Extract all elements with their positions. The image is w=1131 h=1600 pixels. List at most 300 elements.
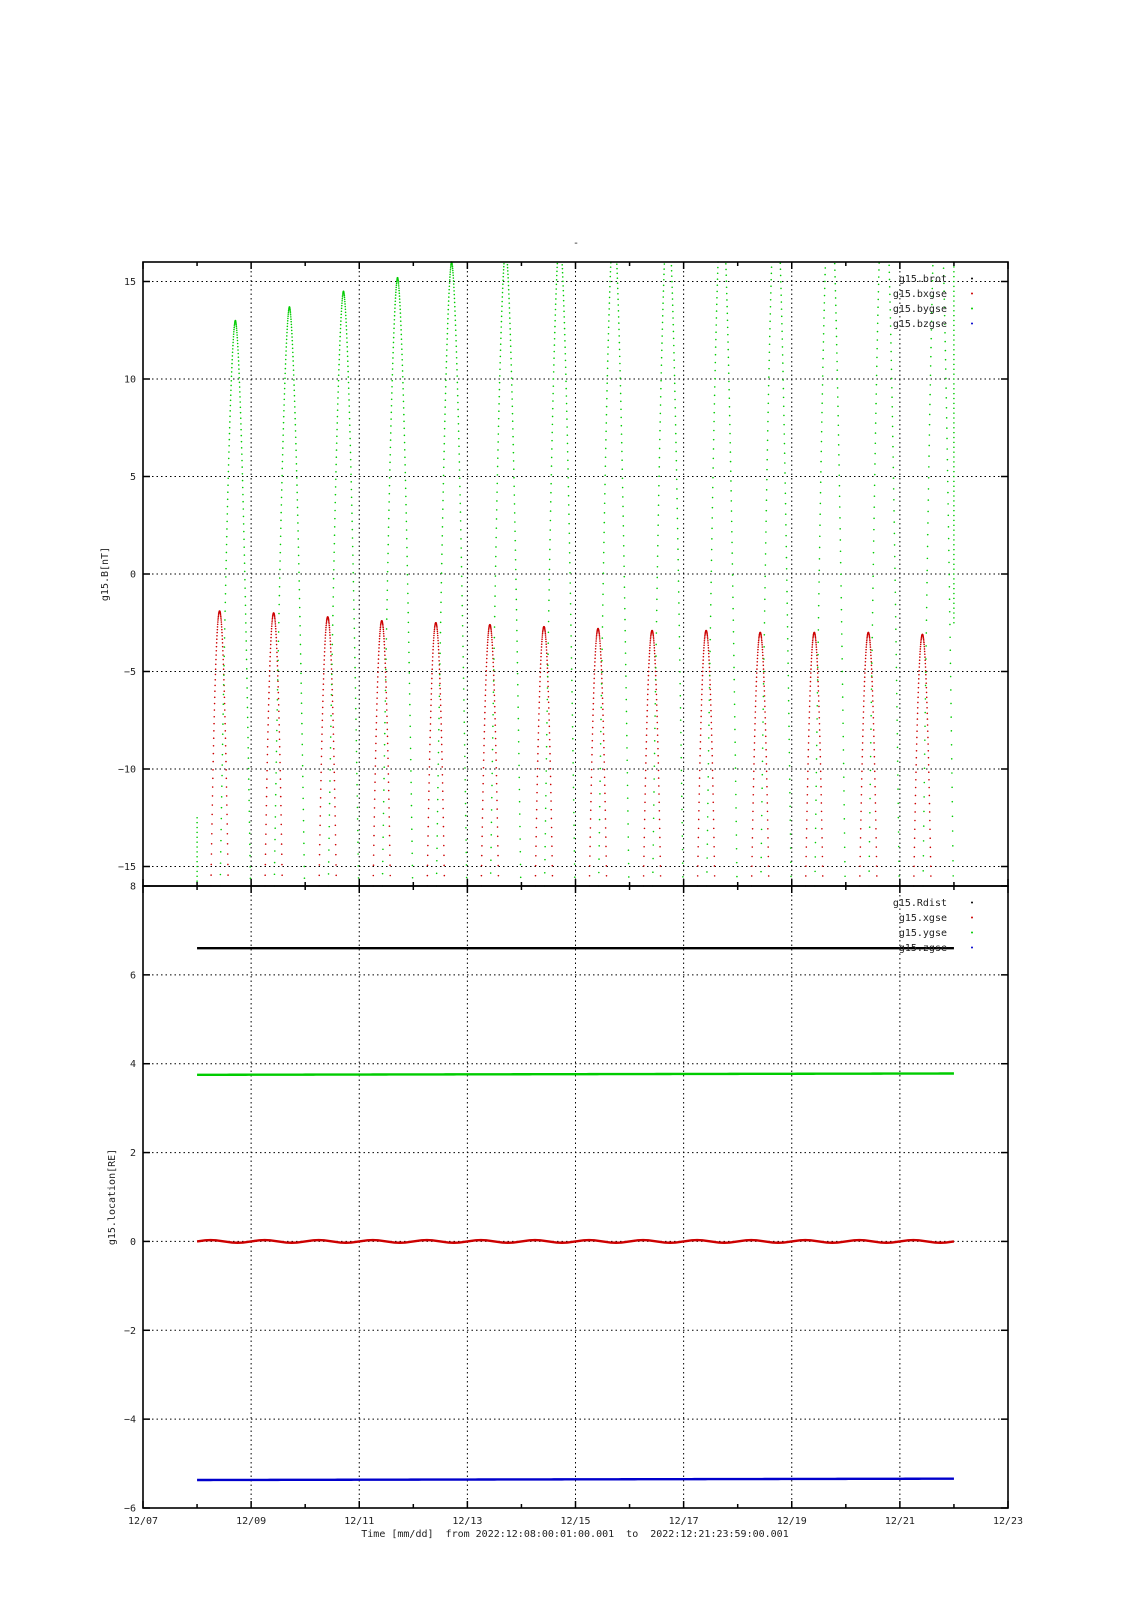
bxgse-point <box>822 875 824 877</box>
bygse-point <box>344 295 346 297</box>
bxgse-point <box>333 772 335 774</box>
bxgse-point <box>538 719 540 721</box>
bxgse-point <box>761 646 763 648</box>
bxgse-point <box>865 652 867 654</box>
bygse-point <box>875 403 877 405</box>
bygse-point <box>294 395 296 397</box>
bygse-point <box>628 863 630 865</box>
bxgse-point <box>713 855 715 857</box>
bygse-point <box>512 420 514 422</box>
bxgse-point <box>928 787 930 789</box>
bxgse-point <box>872 690 874 692</box>
bxgse-point <box>280 814 282 816</box>
bygse-point <box>782 346 784 348</box>
bygse-point <box>453 294 455 296</box>
bygse-point <box>464 767 466 769</box>
bxgse-point <box>767 837 769 839</box>
bygse-point <box>403 401 405 403</box>
bygse-point <box>659 457 661 459</box>
bygse-point <box>681 783 683 785</box>
bygse-point <box>515 569 517 571</box>
bygse-point <box>227 491 229 493</box>
bxgse-point <box>385 681 387 683</box>
bxgse-point <box>766 778 768 780</box>
bygse-point <box>293 379 295 381</box>
bxgse-point <box>222 650 224 652</box>
bygse-point <box>293 390 295 392</box>
bygse-point <box>927 546 929 548</box>
bygse-point <box>953 437 955 439</box>
bxgse-point <box>495 731 497 733</box>
bygse-point <box>707 803 709 805</box>
bygse-point <box>869 784 871 786</box>
bygse-point <box>770 279 772 281</box>
location-legend-label: g15.Rdist <box>892 898 947 909</box>
bxgse-point <box>379 633 381 635</box>
bxgse-point <box>496 800 498 802</box>
bxgse-point <box>429 737 431 739</box>
bygse-point <box>836 352 838 354</box>
bxgse-point <box>810 665 812 667</box>
bygse-point <box>734 703 736 705</box>
bygse-point <box>895 628 897 630</box>
bxgse-point <box>753 763 755 765</box>
bxgse-point <box>275 625 277 627</box>
bygse-point <box>456 363 458 365</box>
magnetic-field-panel <box>100 261 1008 887</box>
bygse-point <box>818 593 820 595</box>
bygse-point <box>841 646 843 648</box>
bygse-point <box>953 559 955 561</box>
bxgse-point <box>538 707 540 709</box>
bygse-point <box>657 545 659 547</box>
bxgse-point <box>752 837 754 839</box>
bxgse-point <box>322 700 324 702</box>
bygse-point <box>894 579 896 581</box>
bxgse-point <box>270 648 272 650</box>
bygse-point <box>671 265 673 267</box>
bygse-point <box>404 456 406 458</box>
bxgse-point <box>323 664 325 666</box>
bygse-point <box>717 267 719 269</box>
bygse-point <box>709 687 711 689</box>
bxgse-point <box>329 632 331 634</box>
magnetic-field-y-tick-label: 5 <box>129 472 136 483</box>
bxgse-point <box>658 802 660 804</box>
bxgse-point <box>915 771 917 773</box>
bygse-point <box>819 547 821 549</box>
bygse-point <box>493 680 495 682</box>
bxgse-point <box>657 748 659 750</box>
bxgse-point <box>333 748 335 750</box>
bygse-point <box>516 619 518 621</box>
bygse-point <box>509 307 511 309</box>
bygse-point <box>403 421 405 423</box>
bxgse-point <box>482 800 484 802</box>
bxgse-point <box>753 756 755 758</box>
bxgse-point <box>492 651 494 653</box>
bygse-point <box>564 346 566 348</box>
bygse-point <box>571 657 573 659</box>
bygse-point <box>780 288 782 290</box>
bygse-point <box>663 268 665 270</box>
bxgse-point <box>767 811 769 813</box>
bygse-point <box>677 548 679 550</box>
bygse-point <box>681 796 683 798</box>
bygse-point <box>299 589 301 591</box>
bygse-point <box>404 442 406 444</box>
bygse-point <box>824 288 826 290</box>
bxgse-point <box>815 642 817 644</box>
bygse-point <box>815 799 817 801</box>
bxgse-point <box>536 827 538 829</box>
bygse-point <box>281 489 283 491</box>
bygse-point <box>555 288 557 290</box>
bxgse-point <box>702 671 704 673</box>
bxgse-point <box>756 672 758 674</box>
bygse-point <box>660 372 662 374</box>
bygse-point <box>457 395 459 397</box>
bxgse-point <box>330 647 332 649</box>
bxgse-point <box>542 631 544 633</box>
bxgse-point <box>603 727 605 729</box>
bygse-point <box>407 602 409 604</box>
bygse-point <box>196 832 198 834</box>
bxgse-point <box>325 627 327 629</box>
bxgse-point <box>708 650 710 652</box>
bygse-point <box>460 529 462 531</box>
bygse-point <box>244 554 246 556</box>
bygse-point <box>357 807 359 809</box>
bxgse-point <box>646 716 648 718</box>
bygse-point <box>294 400 296 402</box>
bygse-point <box>893 510 895 512</box>
bygse-point <box>732 585 734 587</box>
bygse-point <box>616 273 618 275</box>
bygse-point <box>350 481 352 483</box>
bygse-point <box>655 667 657 669</box>
bygse-point <box>220 840 222 842</box>
location-panel <box>107 882 1023 1541</box>
bygse-point <box>889 301 891 303</box>
bygse-point <box>953 339 955 341</box>
bygse-point <box>387 544 389 546</box>
bxgse-point <box>700 741 702 743</box>
bygse-point <box>769 343 771 345</box>
bygse-point <box>514 512 516 514</box>
bygse-point <box>953 578 955 580</box>
bygse-point <box>462 615 464 617</box>
bxgse-point <box>603 747 605 749</box>
bxgse-point <box>536 800 538 802</box>
bygse-point <box>457 388 459 390</box>
bxgse-point <box>711 748 713 750</box>
bygse-point <box>331 694 333 696</box>
bxgse-point <box>711 728 713 730</box>
bygse-point <box>545 820 547 822</box>
bygse-point <box>620 393 622 395</box>
bygse-point <box>945 378 947 380</box>
bygse-point <box>623 576 625 578</box>
bxgse-point <box>539 686 541 688</box>
location-legend-label: g15.zgse <box>898 943 947 954</box>
bxgse-point <box>334 780 336 782</box>
bygse-point <box>714 386 716 388</box>
bygse-point <box>284 388 286 390</box>
bygse-point <box>657 524 659 526</box>
bygse-point <box>496 527 498 529</box>
bxgse-point <box>329 637 331 639</box>
bygse-point <box>606 390 608 392</box>
bxgse-point <box>265 833 267 835</box>
bxgse-point <box>277 686 279 688</box>
bygse-point <box>681 809 683 811</box>
bxgse-point <box>323 673 325 675</box>
bxgse-point <box>648 675 650 677</box>
bygse-point <box>924 753 926 755</box>
bygse-point <box>674 399 676 401</box>
bygse-point <box>763 683 765 685</box>
bygse-point <box>285 359 287 361</box>
bxgse-point <box>761 638 763 640</box>
bygse-point <box>712 507 714 509</box>
bxgse-point <box>432 664 434 666</box>
bxgse-point <box>927 724 929 726</box>
bygse-point <box>562 281 564 283</box>
bygse-point <box>444 413 446 415</box>
bygse-point <box>227 478 229 480</box>
bygse-point <box>390 439 392 441</box>
bxgse-point <box>916 737 918 739</box>
bygse-point <box>653 831 655 833</box>
bygse-point <box>731 521 733 523</box>
bygse-point <box>926 570 928 572</box>
bygse-point <box>923 855 925 857</box>
bygse-point <box>709 651 711 653</box>
bxgse-point <box>382 627 384 629</box>
bygse-point <box>626 723 628 725</box>
bygse-point <box>603 572 605 574</box>
bygse-point <box>450 269 452 271</box>
bxgse-point <box>866 644 868 646</box>
bygse-point <box>568 504 570 506</box>
bxgse-point <box>536 792 538 794</box>
bygse-point <box>567 443 569 445</box>
bygse-point <box>951 744 953 746</box>
bygse-point <box>839 528 841 530</box>
bxgse-point <box>918 682 920 684</box>
bxgse-point <box>709 667 711 669</box>
bygse-point <box>816 718 818 720</box>
bygse-point <box>877 339 879 341</box>
bxgse-point <box>712 770 714 772</box>
bygse-point <box>893 521 895 523</box>
bxgse-point <box>708 653 710 655</box>
bygse-point <box>221 785 223 787</box>
bygse-point <box>770 292 772 294</box>
bygse-point <box>438 718 440 720</box>
bxgse-point <box>649 650 651 652</box>
bygse-point <box>788 713 790 715</box>
bygse-point <box>875 442 877 444</box>
bygse-point <box>562 276 564 278</box>
bygse-point <box>237 340 239 342</box>
bxgse-point <box>757 658 759 660</box>
bxgse-point <box>920 644 922 646</box>
bygse-point <box>236 326 238 328</box>
bygse-point <box>495 565 497 567</box>
bxgse-point <box>430 723 432 725</box>
bygse-point <box>953 364 955 366</box>
bygse-point <box>565 381 567 383</box>
bygse-point <box>446 361 448 363</box>
bygse-point <box>761 829 763 831</box>
bxgse-point <box>266 787 268 789</box>
bxgse-point <box>589 836 591 838</box>
bxgse-point <box>495 745 497 747</box>
bygse-point <box>275 761 277 763</box>
bygse-point <box>225 593 227 595</box>
bygse-point <box>458 438 460 440</box>
bxgse-point <box>430 705 432 707</box>
bxgse-point <box>383 629 385 631</box>
bygse-point <box>568 486 570 488</box>
bxgse-point <box>707 635 709 637</box>
bygse-point <box>240 429 242 431</box>
bygse-point <box>503 263 505 265</box>
bygse-point <box>766 499 768 501</box>
bygse-point <box>237 353 239 355</box>
location-legend <box>893 898 973 954</box>
bygse-point <box>298 563 300 565</box>
bygse-point <box>824 267 826 269</box>
bygse-point <box>516 640 518 642</box>
bxgse-point <box>751 856 753 858</box>
bygse-point <box>385 679 387 681</box>
bxgse-point <box>752 828 754 830</box>
bxgse-point <box>496 775 498 777</box>
bygse-point <box>492 703 494 705</box>
bygse-point <box>295 449 297 451</box>
bygse-point <box>223 703 225 705</box>
bygse-point <box>949 649 951 651</box>
bxgse-point <box>753 778 755 780</box>
bxgse-point <box>712 777 714 779</box>
bygse-point <box>463 721 465 723</box>
bygse-point <box>843 776 845 778</box>
bygse-point <box>278 613 280 615</box>
bygse-point <box>501 310 503 312</box>
bygse-point <box>836 328 838 330</box>
bxgse-point <box>817 668 819 670</box>
bxgse-point <box>427 875 429 877</box>
bygse-point <box>446 344 448 346</box>
bxgse-point <box>440 693 442 695</box>
bygse-point <box>709 699 711 701</box>
location-y-tick-label: 8 <box>129 881 136 893</box>
bygse-point <box>510 345 512 347</box>
bygse-point <box>276 709 278 711</box>
bxgse-point <box>275 637 277 639</box>
bxgse-point <box>710 716 712 718</box>
bxgse-point <box>590 793 592 795</box>
bygse-point <box>350 474 352 476</box>
bygse-point <box>898 817 900 819</box>
bxgse-point <box>437 637 439 639</box>
bygse-point <box>500 349 502 351</box>
bxgse-point <box>443 855 445 857</box>
bygse-point <box>626 759 628 761</box>
bygse-point <box>552 416 554 418</box>
bygse-point <box>787 662 789 664</box>
bxgse-point <box>816 649 818 651</box>
bxgse-point <box>863 695 865 697</box>
bygse-point <box>950 676 952 678</box>
bygse-point <box>393 342 395 344</box>
bygse-point <box>443 483 445 485</box>
bygse-point <box>496 518 498 520</box>
bygse-point <box>707 789 709 791</box>
bxgse-point <box>321 726 323 728</box>
bygse-point <box>302 754 304 756</box>
bygse-point <box>734 691 736 693</box>
bxgse-point <box>378 654 380 656</box>
bygse-point <box>769 351 771 353</box>
bygse-point <box>783 406 785 408</box>
bxgse-point <box>700 734 702 736</box>
bygse-point <box>406 521 408 523</box>
bxgse-point <box>701 704 703 706</box>
bygse-point <box>328 873 330 875</box>
bygse-point <box>231 359 233 361</box>
bygse-point <box>564 334 566 336</box>
bxgse-point <box>535 836 537 838</box>
bygse-point <box>717 284 719 286</box>
bygse-point <box>784 452 786 454</box>
bygse-point <box>231 367 233 369</box>
bygse-point <box>655 679 657 681</box>
bygse-point <box>953 393 955 395</box>
bygse-point <box>248 757 250 759</box>
bygse-point <box>499 389 501 391</box>
bygse-point <box>675 451 677 453</box>
bxgse-point <box>443 826 445 828</box>
bygse-point <box>571 646 573 648</box>
bygse-point <box>388 509 390 511</box>
bygse-point <box>510 358 512 360</box>
bygse-point <box>949 636 951 638</box>
bxgse-point <box>657 755 659 757</box>
bygse-point <box>682 876 684 878</box>
bygse-point <box>232 342 234 344</box>
bxgse-point <box>212 804 214 806</box>
bxgse-point <box>270 637 272 639</box>
bygse-point <box>726 286 728 288</box>
bxgse-point <box>874 786 876 788</box>
bygse-point <box>491 797 493 799</box>
bygse-point <box>408 672 410 674</box>
bxgse-point <box>711 741 713 743</box>
bxgse-point <box>929 820 931 822</box>
bxgse-point <box>811 661 813 663</box>
bygse-point <box>949 586 951 588</box>
bygse-point <box>235 324 237 326</box>
bygse-point <box>400 325 402 327</box>
bygse-point <box>953 403 955 405</box>
bxgse-point <box>428 790 430 792</box>
bygse-point <box>617 288 619 290</box>
bygse-point <box>285 363 287 365</box>
